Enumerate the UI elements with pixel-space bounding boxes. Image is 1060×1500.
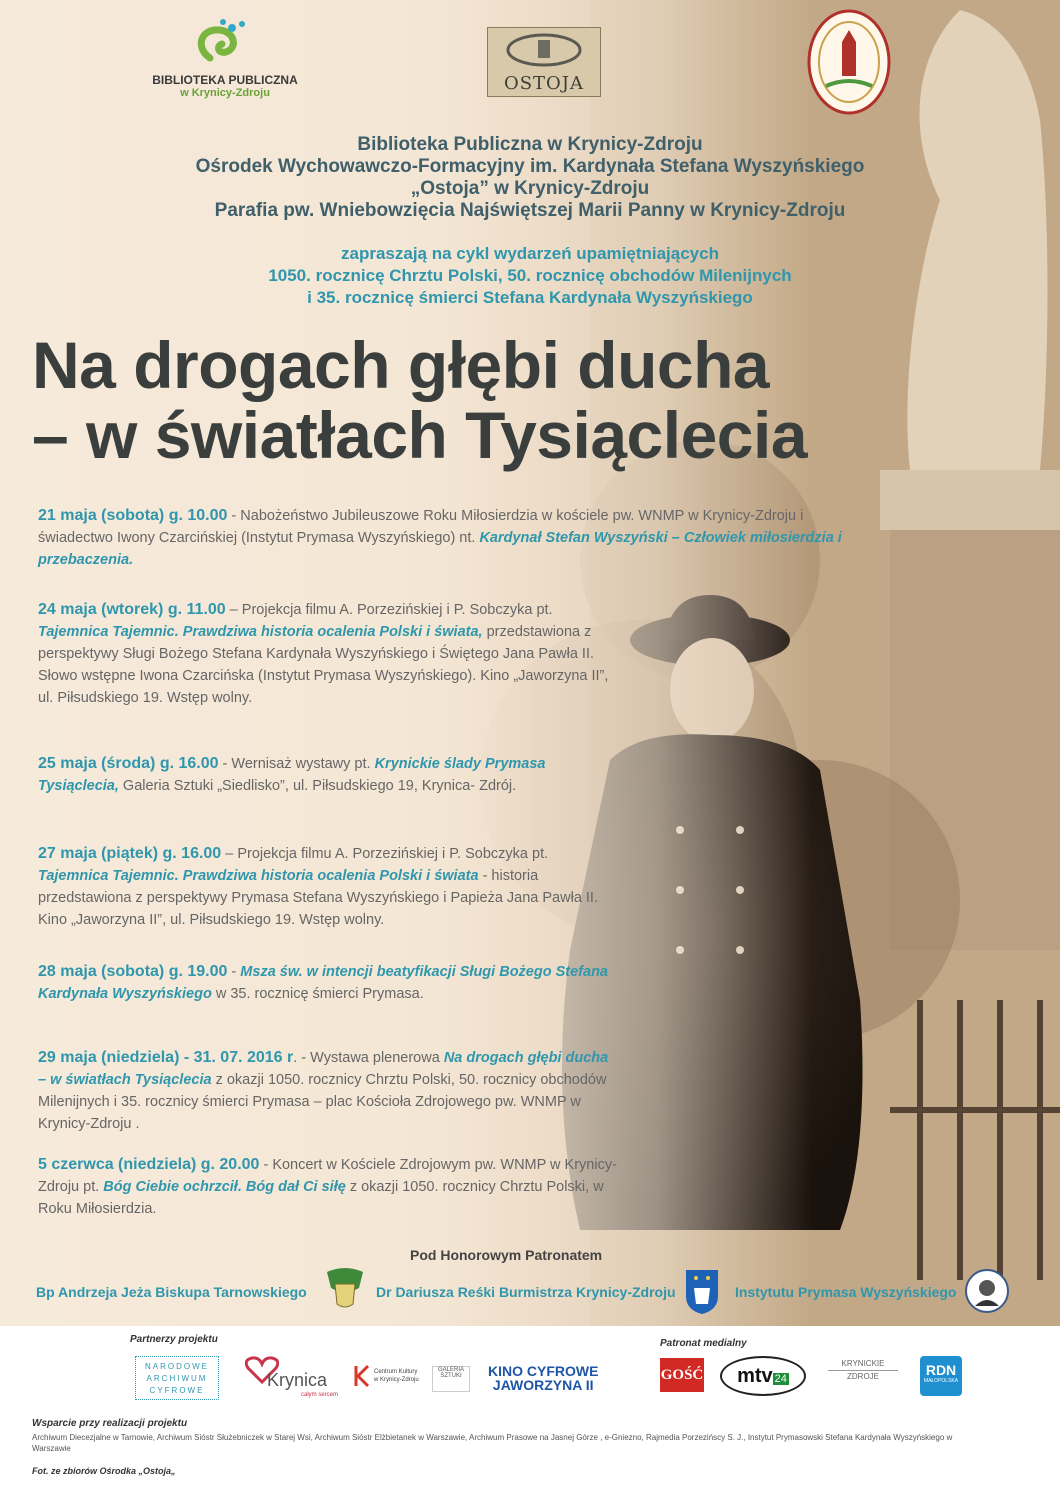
organizer-line: „Ostoja” w Krynicy-Zdroju [410,178,650,199]
patron-mayor: Dr Dariusza Reśki Burmistrza Krynicy-Zdroju [376,1284,676,1300]
event-text: w 35. rocznicę śmierci Prymasa. [211,986,424,1002]
event-date: 21 maja (sobota) g. 10.00 [38,507,228,524]
event-date: 28 maja (sobota) g. 19.00 [38,963,228,980]
event-item [38,961,618,1005]
patron-institute: Instytutu Prymasa Wyszyńskiego [735,1284,957,1300]
event-date: 29 maja (niedziela) - 31. 07. 2016 r [38,1049,294,1066]
krynica-text: Krynica [267,1370,328,1390]
bishop-coat-of-arms-icon [323,1266,367,1312]
krynica-subtext: całym sercem [301,1392,339,1398]
gosc-logo: GOŚĆ [660,1358,704,1392]
mtv24-logo [720,1356,806,1396]
title-line-2: – w światłach Tysiąclecia [32,398,808,472]
organizers-block [0,134,1060,222]
event-highlight: Kardynał Stefan Wyszyński – Człowiek miłosierdzia i przebaczenia. [38,530,842,568]
krynickie-zdroje-logo [828,1358,898,1394]
kz-line-2: ZDROJE [828,1370,898,1383]
mtv-text: mtv [737,1365,773,1387]
krynica-logo [245,1356,340,1404]
event-text: – Projekcja filmu A. Porzezińskiej i P. Sobczyka pt. [225,602,553,618]
event-highlight: Tajemnica Tajemnic. Prawdziwa historia ocalenia Polski i świata, [38,624,483,640]
event-text: - historia przedstawiona z perspektywy Prymasa Stefana Wyszyńskiego i Papieża Jana Pawła II. Kino „Jaworzyna II”, ul. Piłsudskiego 19. Wstęp wolny. [38,868,598,928]
title-line-1: Na drogach głębi ducha [32,328,770,402]
event-date: 5 czerwca (niedziela) g. 20.00 [38,1156,260,1173]
support-text: Archiwum Diecezjalne w Tarnowie, Archiwum Sióstr Służebniczek w Starej Wsi, Archiwum Sióstr Elżbietanek w Warszawie, Archiwum Prasowe na Jasnej Górze , e-Gniezno, Rajmedia Porzezińscy S. J., Instytut Prymasowski Stefana Kardynała Wyszyńskiego w Warszawie [32,1433,953,1453]
library-city: w Krynicy-Zdroju [180,87,270,99]
event-text: . - Wystawa plenerowa [293,1050,444,1066]
library-name: BIBLIOTEKA PUBLICZNA [152,73,298,87]
rdn-logo [920,1356,962,1396]
organizer-line: Biblioteka Publiczna w Krynicy-Zdroju [357,134,703,155]
rdn-subtext: MAŁOPOLSKA [923,1378,959,1384]
event-text: – Projekcja filmu A. Porzezińskiej i P. Sobczyka pt. [221,846,549,862]
event-text: - Koncert w Kościele Zdrojowym pw. WNMP w Krynicy-Zdroju pt. [38,1157,617,1195]
partners-label: Partnerzy projektu [130,1334,218,1345]
patron-bishop: Bp Andrzeja Jeża Biskupa Tarnowskiego [36,1284,307,1300]
patronage-heading: Pod Honorowym Patronatem [410,1247,603,1263]
nac-line: NARODOWE [145,1362,209,1371]
kino-logo [488,1364,598,1392]
support-label: Wsparcie przy realizacji projektu [32,1418,188,1429]
invite-line: i 35. rocznicę śmierci Stefana Kardynała Wyszyńskiego [307,288,753,307]
event-item [38,1154,618,1220]
mtv24-text: 24 [774,1373,787,1385]
event-highlight: Bóg Ciebie ochrzcił. Bóg dał Ci siłę [103,1179,346,1195]
event-highlight: Tajemnica Tajemnic. Prawdziwa historia ocalenia Polski i świata [38,868,479,884]
library-swirl-icon [190,18,260,68]
library-logo [140,18,310,108]
event-text: Galeria Sztuki „Siedlisko”, ul. Piłsudskiego 19, Krynica- Zdrój. [118,778,517,794]
event-item [38,753,598,797]
event-item [38,1047,618,1135]
event-item [38,505,848,571]
sponsors-band [0,1326,1060,1500]
media-label: Patronat medialny [660,1338,747,1349]
event-highlight: Krynickie ślady Prymasa Tysiąclecia, [38,756,546,794]
invite-line: zapraszają na cykl wydarzeń upamiętniających [341,244,719,263]
centrum-text: Centrum Kultury w Krynicy-Zdroju [374,1369,419,1383]
centrum-k-icon [352,1364,372,1388]
organizer-line: Ośrodek Wychowawczo-Formacyjny im. Kardynała Stefana Wyszyńskiego [195,156,865,177]
event-date: 24 maja (wtorek) g. 11.00 [38,601,226,618]
kino-line-1: KINO CYFROWE [488,1363,599,1379]
event-item [38,843,608,931]
event-text: z okazji 1050. rocznicy Chrztu Polski, w Roku Miłosierdzia. [38,1179,604,1217]
nac-line: ARCHIWUM [146,1374,208,1383]
invitation-block [0,243,1060,309]
institute-emblem-icon [965,1268,1009,1314]
event-text: - Nabożeństwo Jubileuszowe Roku Miłosierdzia w kościele pw. WNMP w Krynicy-Zdroju i świadectwo Iwony Czarcińskiej (Instytut Prymasa Wyszyńskiego) nt. [38,508,804,546]
event-text: - [227,964,241,980]
event-text: z okazji 1050. rocznicy Chrztu Polski, 50. rocznicy obchodów Milenijnych i 35. rocznicy śmierci Prymasa – plac Kościoła Zdrojowego pw. WNMP w Krynicy-Zdroju . [38,1072,607,1132]
event-text: przedstawiona z perspektywy Sługi Bożego Stefana Kardynała Wyszyńskiego i Świętego Jana Pawła II. Słowo wstępne Iwona Czarcińska (Instytut Prymasa Wyszyńskiego). Kino „Jaworzyna II”, ul. Piłsudskiego 19. Wstęp wolny. [38,624,609,706]
event-item [38,599,618,709]
organizer-line: Parafia pw. Wniebowzięcia Najświętszej Marii Panny w Krynicy-Zdroju [214,200,846,221]
nac-logo [135,1356,219,1400]
kz-line-1: KRYNICKIE [841,1359,885,1368]
event-highlight: Na drogach głębi ducha – w światłach Tysiąclecia [38,1050,609,1088]
event-date: 27 maja (piątek) g. 16.00 [38,845,222,862]
event-text: - Wernisaż wystawy pt. [218,756,375,772]
main-title [32,330,932,470]
photo-credit: Fot. ze zbiorów Ośrodka „Ostoja„ [32,1466,176,1476]
centrum-kultury-logo [352,1364,422,1394]
ostoja-text: OSTOJA [503,73,585,94]
parish-seal-icon [806,8,892,116]
ostoja-logo [487,27,601,97]
event-highlight: Msza św. w intencji beatyfikacji Sługi Bożego Stefana Kardynała Wyszyńskiego [38,964,608,1002]
kino-line-2: JAWORZYNA II [492,1377,594,1393]
event-date: 25 maja (środa) g. 16.00 [38,755,219,772]
ostoja-emblem-icon [504,32,584,68]
krynica-coat-of-arms-icon [684,1268,720,1316]
invite-line: 1050. rocznicę Chrztu Polski, 50. rocznicę obchodów Milenijnych [268,266,792,285]
rdn-text: RDN [925,1362,957,1378]
nac-line: CYFROWE [149,1386,205,1395]
galeria-logo: GALERIA SZTUKI [432,1366,470,1392]
